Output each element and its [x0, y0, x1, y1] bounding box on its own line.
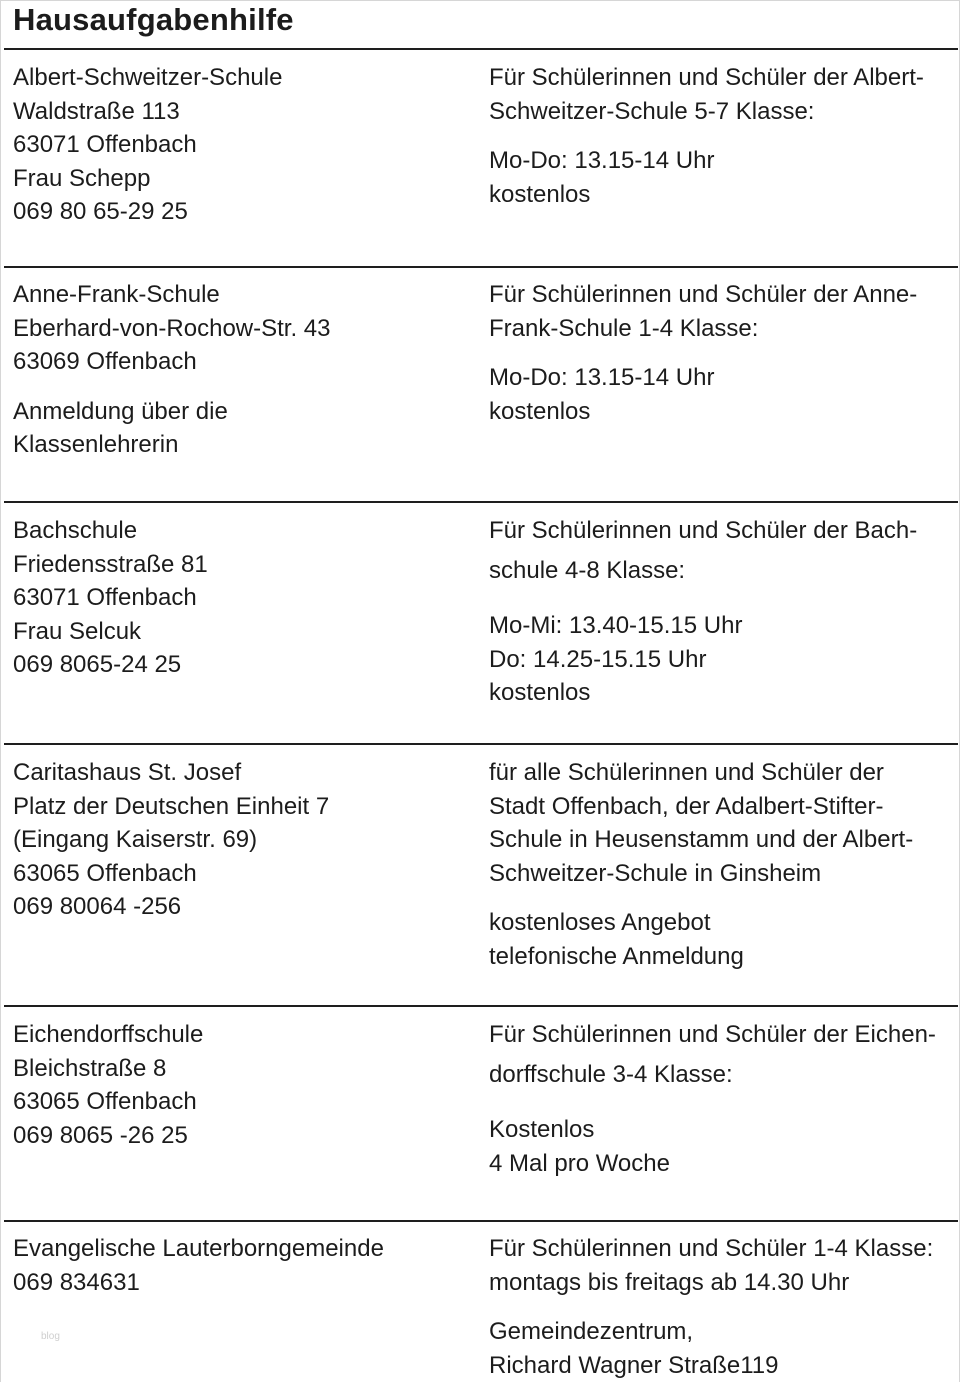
entry-3-phone: 069 8065-24 25 — [13, 651, 182, 678]
entry-5-audience-line-2: dorffschule 3-4 Klasse: — [489, 1060, 733, 1088]
row-divider-4 — [4, 1005, 958, 1007]
entry-1-details — [489, 61, 951, 211]
row-divider-2 — [4, 501, 958, 503]
entry-3-hours-mon-wed: Mo-Mi: 13.40-15.15 Uhr — [489, 612, 743, 639]
entry-6-audience: Für Schülerinnen und Schüler 1-4 Klasse: — [489, 1235, 934, 1262]
entry-3-hours-thu: Do: 14.25-15.15 Uhr — [489, 645, 707, 673]
entry-2-registration-line-1: Anmeldung über die — [13, 397, 228, 425]
entry-3-details — [489, 514, 951, 710]
entry-4-street: Platz der Deutschen Einheit 7 — [13, 792, 330, 820]
entry-6-location-line-1: Gemeindezentrum, — [489, 1318, 694, 1345]
entry-3-city: 63071 Offenbach — [13, 584, 197, 611]
entry-3-address — [13, 514, 473, 682]
entry-4-audience-line-4: Schweitzer-Schule in Ginsheim — [489, 859, 822, 887]
watermark-text: blog — [41, 1331, 60, 1342]
entry-2-audience-line-1: Für Schülerinnen und Schüler der Anne- — [489, 281, 918, 308]
entry-2-registration-line-2: Klassenlehrerin — [13, 431, 179, 458]
entry-4-registration: telefonische Anmeldung — [489, 942, 744, 970]
entry-2-school-name: Anne-Frank-Schule — [13, 281, 220, 308]
page-title: Hausaufgabenhilfe — [13, 2, 294, 37]
entry-5-details — [489, 1018, 951, 1180]
entry-2-address — [13, 278, 473, 462]
entry-4-city: 63065 Offenbach — [13, 859, 197, 887]
entry-5-school-name: Eichendorffschule — [13, 1021, 204, 1048]
entry-4-phone: 069 80064 -256 — [13, 893, 182, 920]
entry-5-city: 63065 Offenbach — [13, 1088, 197, 1115]
entry-4-entrance: (Eingang Kaiserstr. 69) — [13, 826, 258, 853]
entry-4-audience-line-2: Stadt Offenbach, der Adalbert-Stifter- — [489, 792, 884, 820]
entry-1-city: 63071 Offenbach — [13, 131, 197, 158]
entry-5-phone: 069 8065 -26 25 — [13, 1121, 188, 1149]
entry-1-cost: kostenlos — [489, 180, 591, 208]
entry-6-address — [13, 1232, 473, 1299]
entry-4-cost: kostenloses Angebot — [489, 909, 711, 936]
entry-6-details — [489, 1232, 951, 1382]
title-rule — [4, 48, 958, 50]
entry-6-hours: montags bis freitags ab 14.30 Uhr — [489, 1268, 850, 1296]
entry-1-phone: 069 80 65-29 25 — [13, 198, 188, 225]
entry-4-audience-line-1: für alle Schülerinnen und Schüler der — [489, 759, 884, 786]
entry-3-contact: Frau Selcuk — [13, 617, 142, 645]
row-divider-1 — [4, 266, 958, 268]
entry-6-organization-name: Evangelische Lauterborngemeinde — [13, 1235, 384, 1262]
entry-5-street: Bleichstraße 8 — [13, 1054, 167, 1082]
entry-1-school-name: Albert-Schweitzer-Schule — [13, 64, 283, 91]
entry-1-audience-line-2: Schweitzer-Schule 5-7 Klasse: — [489, 97, 815, 125]
entry-1-street: Waldstraße 113 — [13, 97, 180, 125]
entry-2-hours: Mo-Do: 13.15-14 Uhr — [489, 364, 715, 391]
entry-4-audience-line-3: Schule in Heusenstamm und der Albert- — [489, 826, 914, 853]
entry-5-frequency: 4 Mal pro Woche — [489, 1149, 670, 1177]
entry-4-address — [13, 756, 473, 924]
entry-5-audience-line-1: Für Schülerinnen und Schüler der Eichen- — [489, 1021, 936, 1048]
entry-3-school-name: Bachschule — [13, 517, 138, 544]
entry-3-audience-line-2: schule 4-8 Klasse: — [489, 556, 686, 584]
entry-6-phone: 069 834631 — [13, 1268, 140, 1296]
entry-1-audience-line-1: Für Schülerinnen und Schüler der Albert- — [489, 64, 924, 91]
entry-3-audience-line-1: Für Schülerinnen und Schüler der Bach- — [489, 517, 918, 544]
entry-5-cost: Kostenlos — [489, 1116, 595, 1143]
entry-3-cost: kostenlos — [489, 679, 591, 706]
entry-1-address — [13, 61, 473, 229]
entry-2-city: 63069 Offenbach — [13, 348, 197, 375]
entry-4-organization-name: Caritashaus St. Josef — [13, 759, 242, 786]
entry-2-street: Eberhard-von-Rochow-Str. 43 — [13, 314, 331, 342]
row-divider-5 — [4, 1220, 958, 1222]
entry-2-cost: kostenlos — [489, 397, 591, 425]
entry-3-street: Friedensstraße 81 — [13, 550, 208, 578]
entry-5-address — [13, 1018, 473, 1152]
entry-4-details — [489, 756, 951, 973]
row-divider-3 — [4, 743, 958, 745]
entry-2-details — [489, 278, 951, 428]
entry-6-location-line-2: Richard Wagner Straße119 — [489, 1351, 779, 1379]
entry-1-hours: Mo-Do: 13.15-14 Uhr — [489, 147, 715, 174]
entry-1-contact: Frau Schepp — [13, 164, 151, 192]
entry-2-audience-line-2: Frank-Schule 1-4 Klasse: — [489, 314, 759, 342]
